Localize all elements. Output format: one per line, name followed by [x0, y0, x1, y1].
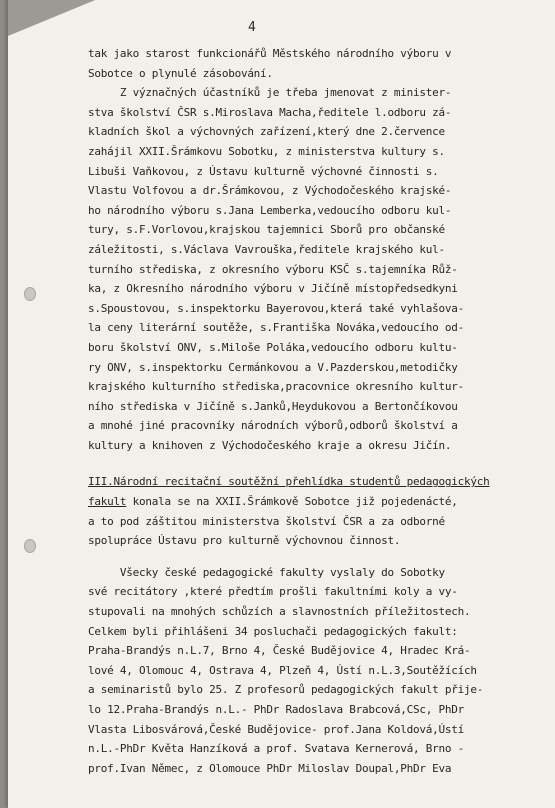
- punch-hole: [24, 539, 36, 553]
- text-line: n.L.-PhDr Květa Hanzíková a prof. Svatava Kernerová, Brno -: [88, 742, 464, 756]
- text-line: lové 4, Olomouc 4, Ostrava 4, Plzeň 4, Ústí n.L.3,Soutěžících: [88, 663, 477, 677]
- paragraph-gap: [88, 551, 555, 563]
- text-line: la ceny literární soutěže, s.Františka Nováka,vedoucího od-: [88, 321, 464, 335]
- text-line: ry ONV, s.inspektorku Cermánkovou a V.Pazderskou,metodičky: [88, 360, 458, 374]
- text-line: Vlastu Volfovou a dr.Šrámkovou, z Východočeského krajské-: [88, 184, 452, 198]
- folded-corner: [8, 0, 100, 36]
- text-line: Sobotce o plynulé zásobování.: [88, 66, 273, 80]
- text-line: lo 12.Praha-Brandýs n.L.- PhDr Radoslava Brabcová,CSc, PhDr: [88, 703, 464, 716]
- text-line: spolupráce Ústavu pro kulturně výchovnou činnost.: [88, 534, 401, 548]
- page-number: 4: [248, 20, 256, 35]
- text-line: krajského kulturního střediska,pracovnice okresního kultur-: [88, 380, 464, 394]
- text-line: záležitosti, s.Václava Vavrouška,ředitele krajského kul-: [88, 242, 445, 256]
- punch-hole: [24, 287, 36, 301]
- text-line: stva školství ČSR s.Miroslava Macha,ředitele l.odboru zá-: [88, 105, 452, 119]
- paragraph-gap: [88, 455, 555, 472]
- text-line: a mnohé jiné pracovníky národních výborů,odborů školství a: [88, 419, 458, 433]
- text-line: s.Spoustovou, s.inspektorku Bayerovou,která také vyhlašova-: [88, 301, 464, 315]
- text-line: Celkem byli přihlášeni 34 posluchači pedagogických fakult:: [88, 624, 458, 638]
- section-heading-line: [88, 472, 555, 492]
- text-line: boru školství ONV, s.Miloše Poláka,vedoucího odboru kultu-: [88, 340, 458, 354]
- text-line: a seminaristů bylo 25. Z profesorů pedagogických fakult přije-: [88, 683, 484, 697]
- text-line: Praha-Brandýs n.L.7, Brno 4, České Budějovice 4, Hradec Krá-: [88, 644, 471, 658]
- section-heading: III.Národní recitační soutěžní přehlídka studentů pedagogických: [88, 475, 490, 489]
- text-line: tury, s.F.Vorlovou,krajskou tajemnici Sborů pro občanské: [88, 223, 445, 237]
- text-line: a to pod záštitou ministerstva školství ČSR a za odborné: [88, 514, 445, 528]
- text-line: tak jako starost funkcionářů Městského národního výboru v: [88, 47, 452, 60]
- text-line: Z význačných účastníků je třeba jmenovat z minister-: [88, 86, 452, 100]
- text-line: turního střediska, z okresního výboru KSČ s.tajemníka Růž-: [88, 262, 458, 276]
- section-heading-continued: fakult: [88, 495, 127, 509]
- text-line: kladních škol a výchovných zařízení,který dne 2.července: [88, 125, 445, 139]
- text-line: kultury a knihoven z Východočeského kraje a okresu Jičín.: [88, 438, 452, 452]
- text-line: [88, 492, 555, 512]
- heading-sentence-rest: konala se na XXII.Šrámkově Sobotce již pojedenácté,: [126, 495, 458, 509]
- text-line: ního střediska v Jičíně s.Janků,Heydukovou a Bertončíkovou: [88, 399, 458, 413]
- text-line: zahájil XXII.Šrámkovu Sobotku, z ministerstva kultury s.: [88, 144, 445, 158]
- typed-text-body: [88, 44, 555, 778]
- text-line: prof.Ivan Němec, z Olomouce PhDr Miloslav Doupal,PhDr Eva: [88, 761, 452, 775]
- text-line: stupovali na mnohých schůzích a slavnostních příležitostech.: [88, 605, 471, 619]
- text-line: své recitátory ,které předtím prošli fakultními koly a vy-: [88, 585, 458, 599]
- text-line: ho národního výboru s.Jana Lemberka,vedoucího odboru kul-: [88, 203, 452, 217]
- text-line: ka, z Okresního národního výboru v Jičíně místopředsedkyni: [88, 282, 458, 296]
- text-line: Vlasta Libosvárová,České Budějovice- prof.Jana Koldová,Ústí: [88, 722, 464, 736]
- document-page: [8, 0, 555, 808]
- text-line: Libuši Vaňkovou, z Ústavu kulturně výchovné činnosti s.: [88, 164, 439, 178]
- text-line: Všecky české pedagogické fakulty vyslaly do Sobotky: [88, 565, 445, 579]
